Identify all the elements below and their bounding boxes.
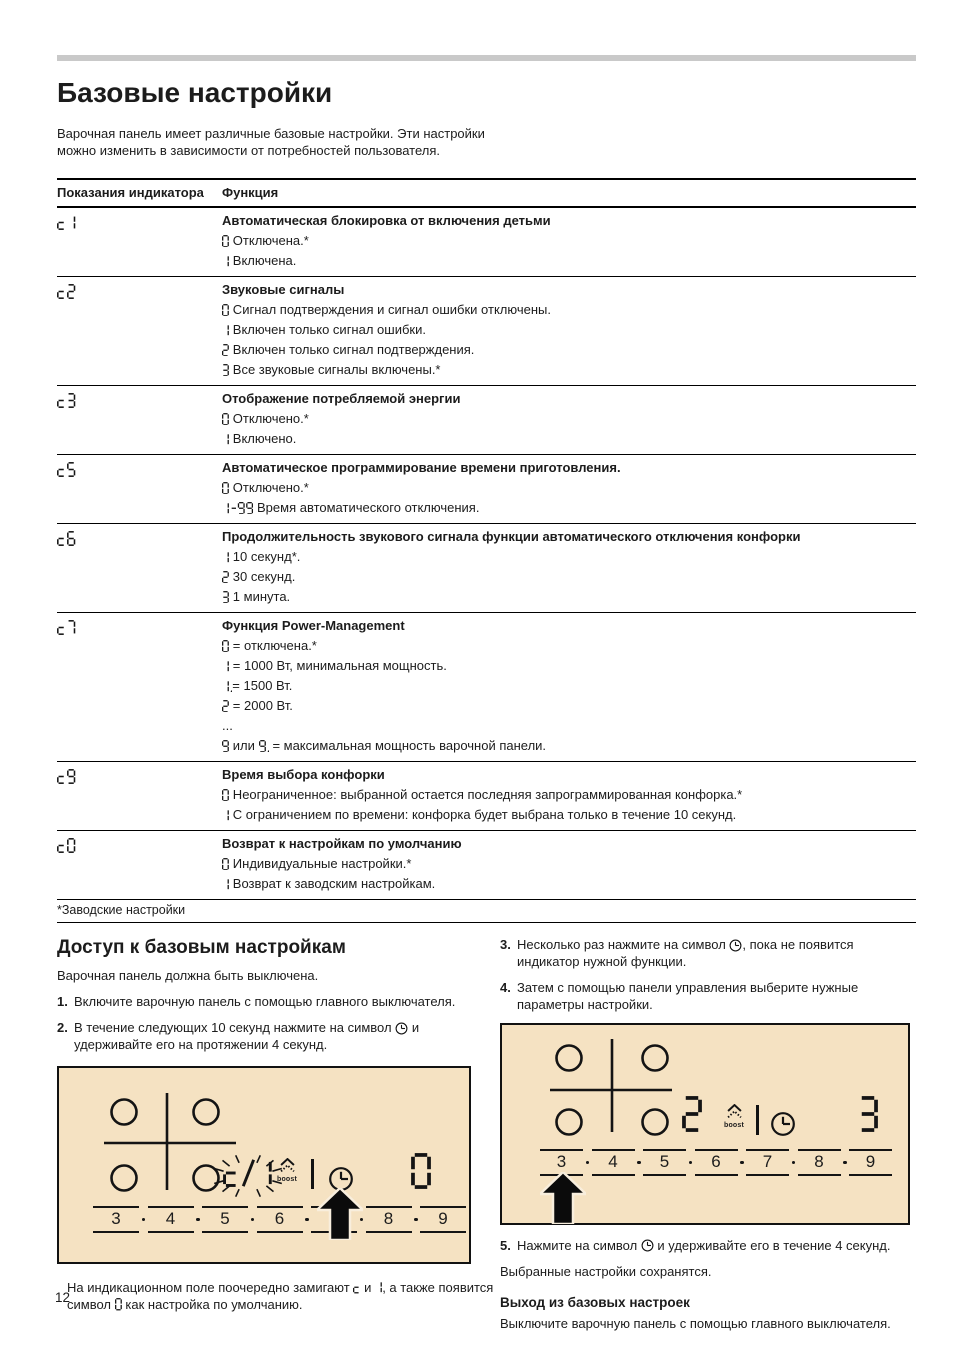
- step-text: Затем с помощью панели управления выберите нужные параметры настройки.: [517, 980, 859, 1013]
- table-footnote: *Заводские настройки: [57, 900, 916, 923]
- step-number: 3.: [500, 937, 511, 953]
- table-row: [57, 386, 916, 455]
- page-title: Базовые настройки: [57, 77, 333, 108]
- scale-separator-dot: [196, 1218, 200, 1222]
- option-line: 10 секунд*.: [229, 549, 301, 565]
- steps-3-4: [500, 937, 914, 1014]
- option-line: = 2000 Вт.: [229, 698, 293, 714]
- page-number: 12: [55, 1290, 71, 1305]
- display-divider: [311, 1159, 314, 1189]
- function-cell: [222, 391, 916, 446]
- indicator-seg-display: [57, 391, 222, 446]
- table-row: [57, 524, 916, 613]
- instruction-step: [500, 980, 914, 1014]
- seg-display-function: [682, 1096, 703, 1137]
- control-panel-diagram-flashing-c1: [57, 1066, 471, 1264]
- option-line: Сигнал подтверждения и сигнал ошибки отключены.: [229, 302, 551, 318]
- power-level-scale: [93, 1206, 466, 1233]
- column-header-function: Функция: [222, 185, 279, 201]
- option-line: Отключено.*: [229, 480, 309, 496]
- function-title: Автоматическая блокировка от включения детьми: [222, 213, 551, 229]
- steps-1-2: [57, 994, 471, 1054]
- function-title: Отображение потребляемой энергии: [222, 391, 461, 407]
- option-line: Отключено.*: [229, 411, 309, 427]
- timer-clock-icon: [395, 1022, 408, 1035]
- instruction-step: [500, 1238, 914, 1255]
- table-row: [57, 455, 916, 524]
- function-title: Звуковые сигналы: [222, 282, 345, 298]
- indicator-seg-display: [57, 836, 222, 891]
- step-text: Нажмите на символ и удерживайте его в течение 4 секунд.: [517, 1237, 891, 1253]
- scale-separator-dot: [251, 1218, 255, 1222]
- boost-symbol: [723, 1104, 745, 1129]
- timer-clock-icon: [729, 939, 742, 952]
- scale-separator-dot: [843, 1161, 847, 1165]
- timer-clock-icon: [770, 1111, 796, 1137]
- timer-clock-icon: [641, 1239, 654, 1252]
- boost-symbol: [276, 1158, 298, 1183]
- function-title: Время выбора конфорки: [222, 767, 385, 783]
- option-line: Включена.: [229, 253, 297, 269]
- power-level-5: 5: [643, 1149, 686, 1176]
- exit-text: Выключите варочную панель с помощью главного выключателя.: [500, 1315, 891, 1331]
- control-panel-diagram-select-value: [500, 1023, 910, 1225]
- indicator-note: На индикационном поле поочередно замигают и , а также появится символ как настройка по умолчанию.: [67, 1279, 494, 1312]
- power-level-9: 9: [849, 1149, 892, 1176]
- step-text: В течение следующих 10 секунд нажмите на символ и удерживайте его на протяжении 4 секунд.: [74, 1020, 420, 1053]
- function-title: Функция Power-Management: [222, 618, 405, 634]
- save-note: Выбранные настройки сохранятся.: [500, 1263, 712, 1279]
- scale-separator-dot: [142, 1218, 146, 1222]
- power-level-4: 4: [592, 1149, 635, 1176]
- option-line: Все звуковые сигналы включены.*: [229, 362, 441, 378]
- indicator-seg-display: [57, 213, 222, 268]
- step-number: 4.: [500, 980, 511, 996]
- scale-separator-dot: [305, 1218, 309, 1222]
- option-line: Отключена.*: [229, 233, 309, 249]
- display-divider: [756, 1105, 759, 1135]
- option-line: = 1500 Вт.: [232, 678, 293, 694]
- indicator-seg-display: [57, 767, 222, 822]
- section-heading-exit: Выход из базовых настроек: [500, 1294, 690, 1310]
- option-line: = отключена.*: [229, 638, 317, 654]
- option-line: Включен только сигнал ошибки.: [229, 322, 426, 338]
- function-cell: [222, 460, 916, 515]
- instruction-step: [500, 937, 914, 971]
- two-column-section: [57, 937, 916, 1341]
- press-indicator-arrow: [317, 1188, 363, 1245]
- page-top-rule: [57, 55, 916, 61]
- step-number: 1.: [57, 994, 68, 1010]
- power-level-7: 7: [746, 1149, 789, 1176]
- function-title: Возврат к настройкам по умолчанию: [222, 836, 462, 852]
- boost-chevrons-icon: [280, 1158, 295, 1172]
- settings-table: [57, 178, 916, 923]
- table-row: [57, 831, 916, 900]
- indicator-seg-display: [57, 529, 222, 604]
- step-text: Включите варочную панель с помощью главного выключателя.: [74, 994, 456, 1010]
- option-line: Время автоматического отключения.: [253, 500, 480, 516]
- indicator-seg-display: [57, 282, 222, 377]
- step-number: 2.: [57, 1020, 68, 1036]
- settings-table-rows: [57, 208, 916, 900]
- step-text: Несколько раз нажмите на символ , пока не появится индикатор нужной функции.: [517, 937, 854, 970]
- boost-label: boost: [276, 1175, 298, 1183]
- option-line: Включено.: [229, 431, 297, 447]
- boost-label: boost: [723, 1121, 745, 1129]
- option-line: Неограниченное: выбранной остается последняя запрограммированная конфорка.*: [229, 787, 743, 803]
- function-cell: [222, 282, 916, 377]
- table-row: [57, 613, 916, 762]
- option-line: Включен только сигнал подтверждения.: [229, 342, 475, 358]
- table-row: [57, 762, 916, 831]
- table-row: [57, 208, 916, 277]
- right-column: [500, 937, 914, 1341]
- option-line: Индивидуальные настройки.*: [229, 856, 412, 872]
- option-line: или = максимальная мощность варочной панели.: [229, 738, 547, 754]
- intro-text: Варочная панель имеет различные базовые настройки. Эти настройки можно изменить в зависимости от потребностей пользователя.: [57, 125, 485, 159]
- table-row: [57, 277, 916, 386]
- indicator-seg-display: [57, 618, 222, 753]
- function-cell: [222, 767, 916, 822]
- function-title: Продолжительность звукового сигнала функции автоматического отключения конфорки: [222, 529, 801, 545]
- power-level-8: 8: [798, 1149, 841, 1176]
- function-cell: [222, 618, 916, 753]
- instruction-step: [57, 1020, 471, 1054]
- table-header-row: [57, 178, 916, 208]
- section-heading-access: Доступ к базовым настройкам: [57, 937, 346, 959]
- step-number: 5.: [500, 1237, 511, 1253]
- precondition-text: Варочная панель должна быть выключена.: [57, 968, 319, 984]
- boost-chevrons-icon: [727, 1104, 742, 1118]
- scale-separator-dot: [586, 1161, 590, 1165]
- power-level-4: 4: [148, 1206, 194, 1233]
- steps-5: [500, 1238, 914, 1255]
- press-indicator-arrow: [540, 1172, 586, 1229]
- function-cell: [222, 529, 916, 604]
- power-level-6: 6: [695, 1149, 738, 1176]
- scale-separator-dot: [689, 1161, 693, 1165]
- scale-separator-dot: [792, 1161, 796, 1165]
- seg-display-setting-value: [411, 1153, 432, 1194]
- function-cell: [222, 213, 916, 268]
- power-level-3: 3: [540, 1149, 583, 1176]
- power-level-9: 9: [420, 1206, 466, 1233]
- function-cell: [222, 836, 916, 891]
- function-title: Автоматическое программирование времени приготовления.: [222, 460, 621, 476]
- scale-separator-dot: [414, 1218, 418, 1222]
- indicator-seg-display: [57, 460, 222, 515]
- scale-separator-dot: [740, 1161, 744, 1165]
- power-level-scale: [540, 1149, 892, 1176]
- timer-clock-icon: [770, 1111, 796, 1140]
- option-line: 30 секунд.: [229, 569, 296, 585]
- left-column: [57, 937, 494, 1341]
- seg-display-setting-value: [858, 1096, 879, 1137]
- scale-separator-dot: [637, 1161, 641, 1165]
- power-level-3: 3: [93, 1206, 139, 1233]
- instruction-step: [57, 994, 471, 1011]
- power-level-8: 8: [366, 1206, 412, 1233]
- power-level-6: 6: [257, 1206, 303, 1233]
- power-level-5: 5: [202, 1206, 248, 1233]
- option-line: С ограничением по времени: конфорка будет выбрана только в течение 10 секунд.: [229, 807, 737, 823]
- column-header-indicator: Показания индикатора: [57, 185, 204, 201]
- option-line: = 1000 Вт, минимальная мощность.: [229, 658, 447, 674]
- option-line: Возврат к заводским настройкам.: [229, 876, 436, 892]
- option-line: ...: [222, 718, 233, 734]
- option-line: 1 минута.: [229, 589, 291, 605]
